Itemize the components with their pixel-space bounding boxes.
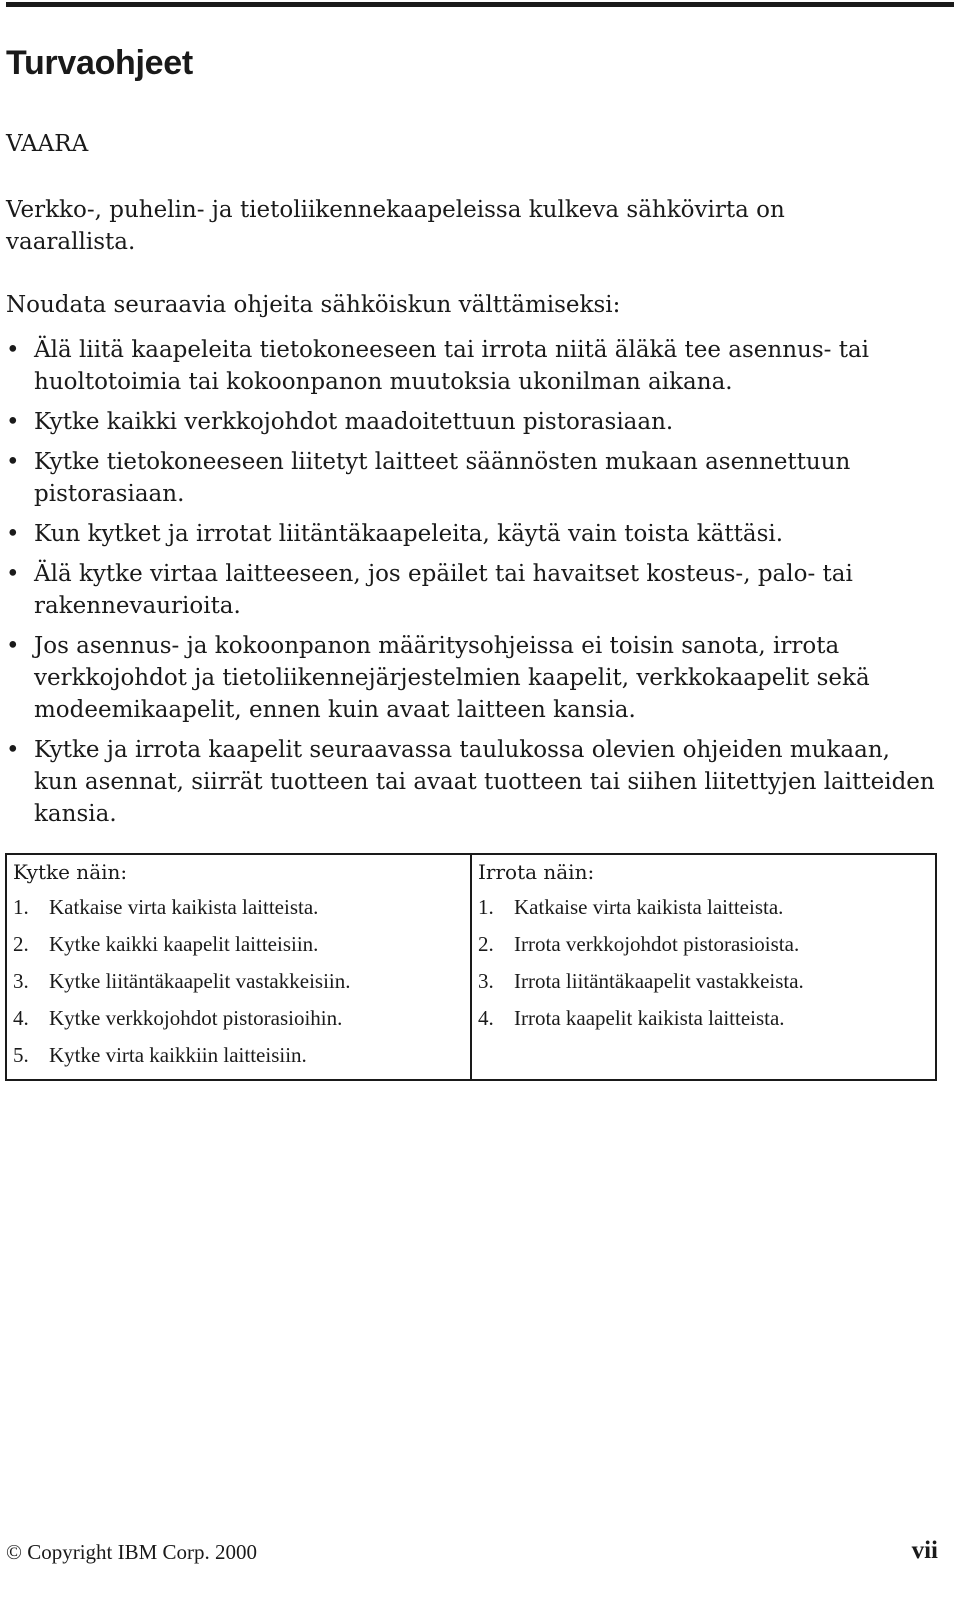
danger-statement: Verkko-, puhelin- ja tietoliikennekaapeleissa kulkeva sähkövirta on vaarallista. — [6, 197, 785, 255]
step-text: Irrota verkkojohdot pistorasioista. — [514, 932, 800, 956]
step-number: 1. — [13, 895, 29, 919]
bullet-text: Kytke tietokoneeseen liitetyt laitteet säännösten mukaan asennettuun pistorasiaan. — [34, 449, 851, 507]
bullet-text: Älä kytke virtaa laitteeseen, jos epäilet tai havaitset kosteus-, palo- tai rakennevaurioita. — [34, 561, 853, 619]
connect-step — [13, 1043, 462, 1067]
bullet-icon: • — [6, 521, 20, 547]
step-number: 3. — [13, 969, 29, 993]
step-text: Kytke kaikki kaapelit laitteisiin. — [49, 932, 319, 956]
step-number: 2. — [478, 932, 494, 956]
step-number: 4. — [478, 1006, 494, 1030]
bullet-item — [6, 334, 936, 398]
step-number: 5. — [13, 1043, 29, 1067]
disconnect-step — [478, 932, 927, 956]
bullet-icon: • — [6, 409, 20, 435]
bullet-icon: • — [6, 337, 20, 363]
step-text: Katkaise virta kaikista laitteista. — [49, 895, 319, 919]
bullet-item — [6, 446, 936, 510]
disconnect-header: Irrota näin: — [478, 860, 595, 884]
bullet-text: Jos asennus- ja kokoonpanon määritysohjeissa ei toisin sanota, irrota verkkojohdot ja tietoliikennejärjestelmien kaapelit, verkkokaapelit sekä modeemikaapelit, ennen kuin avaat laitteen kansia. — [34, 633, 870, 723]
bullet-item — [6, 630, 936, 726]
step-number: 1. — [478, 895, 494, 919]
table-row — [6, 854, 936, 1080]
instructions-lead: Noudata seuraavia ohjeita sähköiskun välttämiseksi: — [6, 292, 621, 318]
page-title: Turvaohjeet — [6, 44, 193, 82]
bullet-icon: • — [6, 561, 20, 587]
step-number: 3. — [478, 969, 494, 993]
disconnect-step — [478, 895, 927, 919]
safety-bullet-list — [6, 334, 936, 838]
bullet-item — [6, 406, 936, 438]
step-text: Irrota liitäntäkaapelit vastakkeista. — [514, 969, 804, 993]
connect-step — [13, 932, 462, 956]
header-rule — [6, 2, 954, 7]
bullet-icon: • — [6, 737, 20, 763]
step-text: Irrota kaapelit kaikista laitteista. — [514, 1006, 785, 1030]
page-number: vii — [911, 1537, 938, 1564]
danger-label: VAARA — [6, 131, 89, 157]
bullet-icon: • — [6, 449, 20, 475]
bullet-text: Kytke kaikki verkkojohdot maadoitettuun pistorasiaan. — [34, 409, 674, 435]
step-number: 4. — [13, 1006, 29, 1030]
bullet-item — [6, 518, 936, 550]
step-text: Kytke verkkojohdot pistorasioihin. — [49, 1006, 343, 1030]
connect-step — [13, 1006, 462, 1030]
bullet-item — [6, 734, 936, 830]
connect-header: Kytke näin: — [13, 860, 128, 884]
bullet-item — [6, 558, 936, 622]
connect-column — [6, 854, 471, 1080]
step-number: 2. — [13, 932, 29, 956]
disconnect-step — [478, 969, 927, 993]
bullet-icon: • — [6, 633, 20, 659]
copyright-notice: © Copyright IBM Corp. 2000 — [6, 1540, 258, 1564]
step-text: Kytke virta kaikkiin laitteisiin. — [49, 1043, 307, 1067]
step-text: Katkaise virta kaikista laitteista. — [514, 895, 784, 919]
connect-step — [13, 969, 462, 993]
disconnect-column — [471, 854, 936, 1080]
disconnect-step — [478, 1006, 927, 1030]
step-text: Kytke liitäntäkaapelit vastakkeisiin. — [49, 969, 351, 993]
bullet-text: Kytke ja irrota kaapelit seuraavassa taulukossa olevien ohjeiden mukaan, kun asennat, siirrät tuotteen tai avaat tuotteen tai siihen liitettyjen laitteiden kansia. — [34, 737, 935, 827]
cable-procedure-table — [5, 853, 937, 1081]
bullet-text: Älä liitä kaapeleita tietokoneeseen tai irrota niitä äläkä tee asennus- tai huoltotoimia tai kokoonpanon muutoksia ukonilman aikana. — [34, 337, 870, 395]
connect-step — [13, 895, 462, 919]
bullet-text: Kun kytket ja irrotat liitäntäkaapeleita, käytä vain toista kättäsi. — [34, 521, 784, 547]
